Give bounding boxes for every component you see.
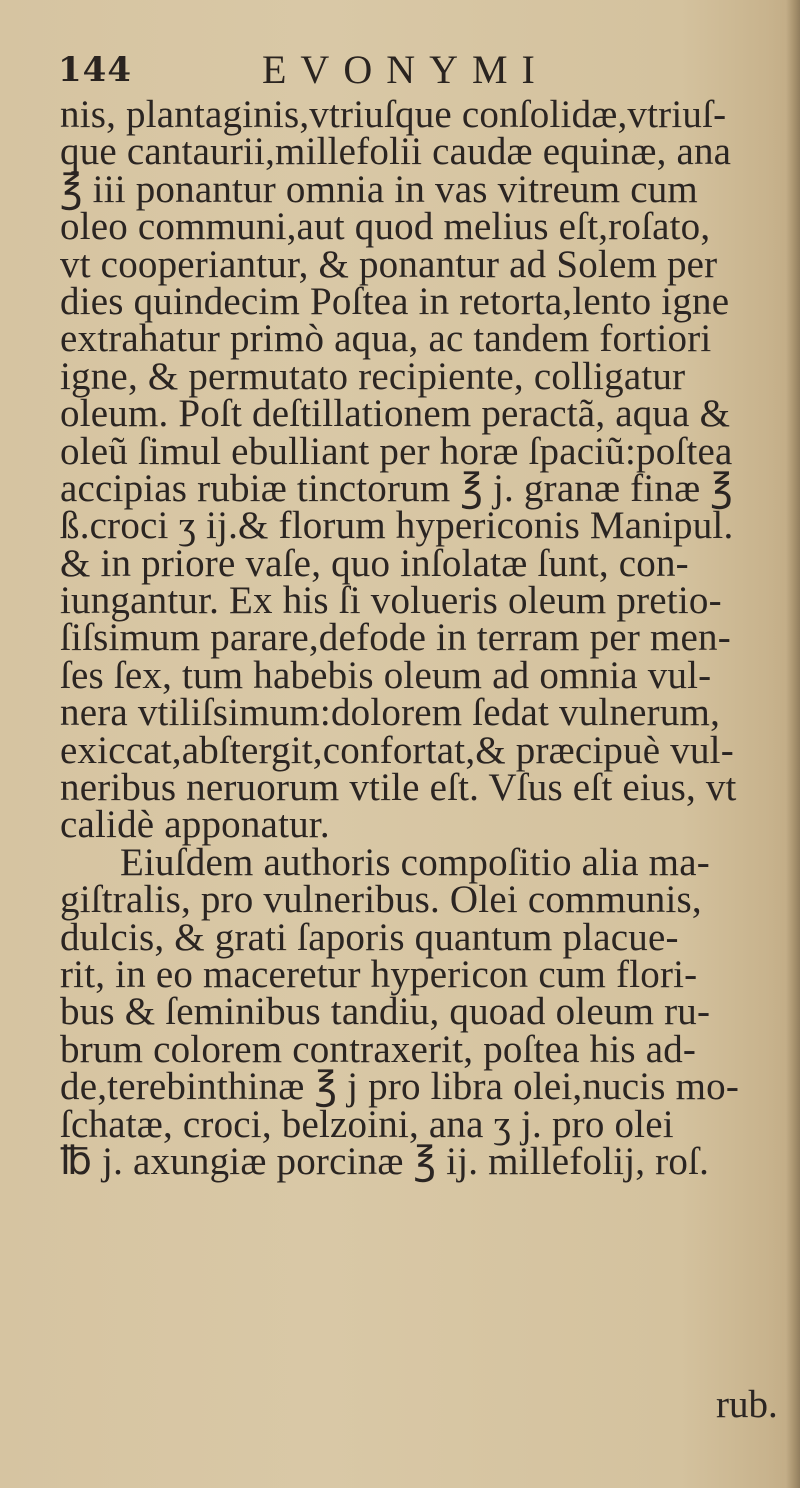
page-number: 144 [58,50,132,90]
text-line: accipias rubiæ tinctorum ℥ j. granæ finæ ℥ [60,466,733,510]
text-line: bus & ſeminibus tandiu, quoad oleum ru- [60,990,711,1034]
text-line: brum colorem contraxerit, poſtea his ad- [60,1027,697,1071]
text-line: ℔ j. axungiæ porcinæ ℥ ij. millefolij, roſ. [60,1139,710,1183]
running-title: EVONYMI [262,47,549,92]
text-line: ß.croci ʒ ij.& florum hypericonis Manipul. [60,504,734,548]
text-line: ſes ſex, tum habebis oleum ad omnia vul- [60,653,712,697]
text-line: nera vtiliſsimum:dolorem ſedat vulnerum, [60,691,721,735]
body-text [60,93,790,1183]
running-head [0,40,800,90]
text-line: igne, & permutato recipiente, colligatur [60,354,686,398]
text-line: oleo communi,aut quod melius eſt,roſato, [60,205,711,249]
text-line: neribus neruorum vtile eſt. Vſus eſt eius, vt [60,766,737,810]
text-line: rit, in eo maceretur hypericon cum flori- [60,952,698,996]
text-line: ſiſsimum parare,defode in terram per men- [60,616,731,660]
text-line: de,terebinthinæ ℥ j pro libra olei,nucis mo- [60,1065,740,1109]
text-line: que cantaurii,millefolii caudæ equinæ, ana [60,130,732,174]
text-line: vt cooperiantur, & ponantur ad Solem per [60,242,718,286]
text-line-indented: Eiuſdem authoris compoſitio alia ma- [120,840,710,884]
catchword: rub. [716,1383,778,1426]
text-line: calidè apponatur. [60,803,330,847]
text-line: exiccat,abſtergit,confortat,& præcipuè vul- [60,728,734,772]
text-line: nis, plantaginis,vtriuſque conſolidæ,vtriuſ- [60,93,727,136]
text-line: giſtralis, pro vulneribus. Olei communis, [60,878,702,922]
text-line: iungantur. Ex his ſi volueris oleum pretio- [60,579,722,623]
text-line: ℥ iii ponantur omnia in vas vitreum cum [60,167,698,211]
text-line: dies quindecim Poſtea in retorta,lento igne [60,279,730,323]
text-line: dulcis, & grati ſaporis quantum placue- [60,915,679,959]
text-line: ſchatæ, croci, belzoini, ana ʒ j. pro olei [60,1102,674,1146]
text-line: & in priore vaſe, quo inſolatæ ſunt, con- [60,541,689,585]
text-line: oleũ ſimul ebulliant per horæ ſpaciũ:poſtea [60,429,733,473]
text-line: oleum. Poſt deſtillationem peractã, aqua & [60,392,731,436]
text-line: extrahatur primò aqua, ac tandem fortiori [60,317,712,361]
